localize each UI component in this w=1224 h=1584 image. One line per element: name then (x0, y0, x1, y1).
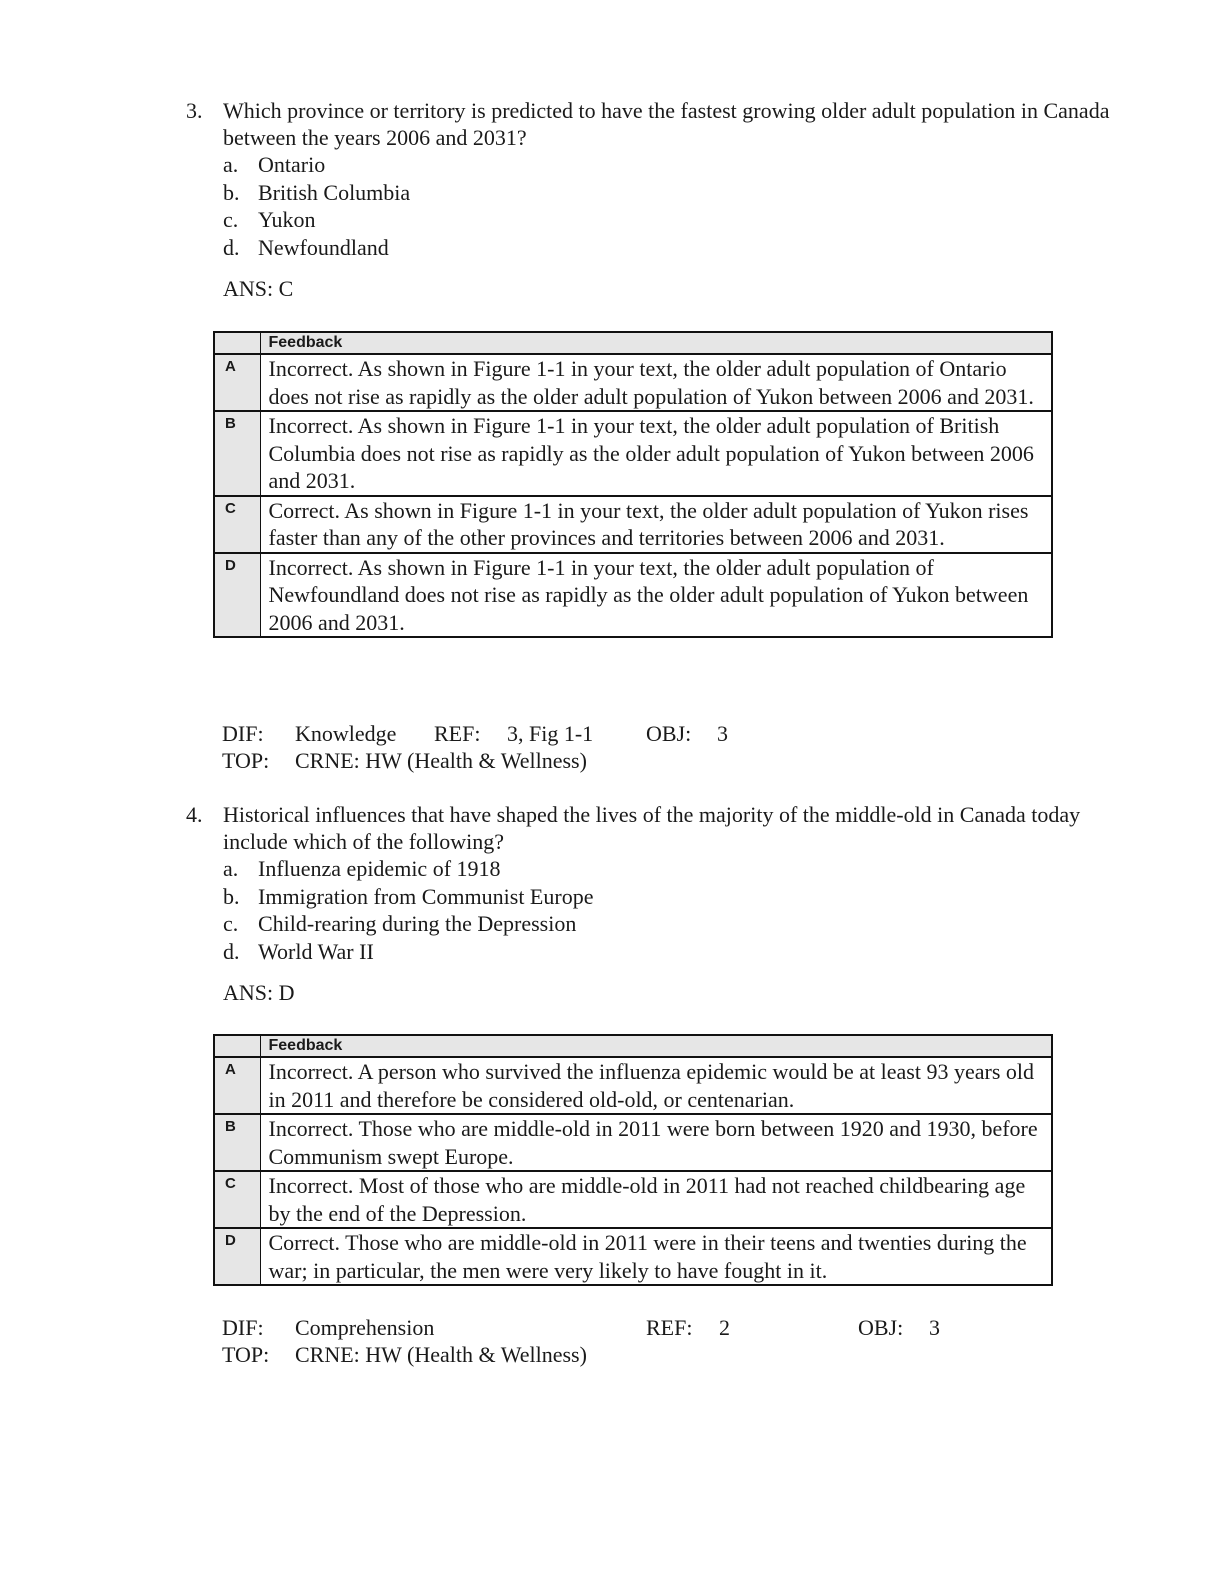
choice-text: Newfoundland (258, 234, 389, 260)
feedback-header: Feedback (260, 1035, 1052, 1057)
choice-text: British Columbia (258, 179, 411, 205)
question-4 (186, 801, 1116, 1006)
choice-b (223, 883, 1116, 911)
dif-value: Comprehension (295, 1315, 435, 1340)
choice-text: Ontario (258, 152, 326, 177)
top-value: CRNE: HW (Health & Wellness) (295, 748, 587, 773)
choice-letter: b. (223, 179, 240, 205)
feedback-letter: D (214, 553, 260, 638)
choice-list (223, 151, 1116, 261)
feedback-header-row (214, 332, 1052, 354)
ref-label: REF: (434, 721, 481, 746)
choice-text: Immigration from Communist Europe (258, 883, 594, 909)
feedback-row-d (214, 1228, 1052, 1285)
feedback-letter: B (214, 1114, 260, 1171)
top-label: TOP: (222, 748, 270, 773)
feedback-row-a (214, 1057, 1052, 1114)
feedback-row-b (214, 411, 1052, 496)
choice-letter: a. (223, 152, 239, 177)
question-3 (186, 97, 1116, 302)
feedback-text: Incorrect. Most of those who are middle-old in 2011 had not reached childbearing age by the end of the Depression. (260, 1171, 1052, 1228)
choice-d (223, 234, 1116, 262)
question-text: Which province or territory is predicted to have the fastest growing older adult population in Canada between the years 2006 and 2031? (223, 98, 1110, 150)
choice-letter: d. (223, 234, 240, 260)
feedback-text: Incorrect. As shown in Figure 1-1 in your text, the older adult population of Newfoundland does not rise as rapidly as the older adult population of Yukon between 2006 and 2031. (260, 553, 1052, 638)
feedback-letter: C (214, 496, 260, 553)
feedback-row-b (214, 1114, 1052, 1171)
feedback-header: Feedback (260, 332, 1052, 354)
obj-value: 3 (929, 1315, 940, 1340)
choice-text: Child-rearing during the Depression (258, 911, 577, 936)
choice-list (223, 855, 1116, 965)
feedback-text: Incorrect. As shown in Figure 1-1 in your text, the older adult population of British Columbia does not rise as rapidly as the older adult population of Yukon between 2006 and 2031. (260, 411, 1052, 496)
choice-letter: c. (223, 207, 239, 232)
feedback-table-q3 (213, 331, 1053, 638)
dif-label: DIF: (222, 1315, 264, 1340)
top-label: TOP: (222, 1342, 270, 1367)
ref-label: REF: (646, 1315, 693, 1340)
question-number: 3. (186, 98, 203, 123)
answer-key: ANS: D (223, 980, 295, 1005)
ref-value: 3, Fig 1-1 (507, 721, 594, 746)
feedback-text: Incorrect. A person who survived the influenza epidemic would be at least 93 years old in 2011 and therefore be considered old-old, or centenarian. (260, 1057, 1052, 1114)
choice-b (223, 179, 1116, 207)
feedback-letter: A (214, 1057, 260, 1114)
choice-c (223, 206, 1116, 234)
answer-key: ANS: C (223, 276, 294, 301)
feedback-letter: B (214, 411, 260, 496)
feedback-table-q4 (213, 1034, 1053, 1286)
obj-label: OBJ: (646, 721, 692, 746)
feedback-row-a (214, 354, 1052, 411)
choice-a (223, 855, 1116, 883)
feedback-text: Incorrect. As shown in Figure 1-1 in your text, the older adult population of Ontario does not rise as rapidly as the older adult population of Yukon between 2006 and 2031. (260, 354, 1052, 411)
feedback-letter: C (214, 1171, 260, 1228)
choice-c (223, 910, 1116, 938)
obj-value: 3 (717, 721, 728, 746)
feedback-text: Incorrect. Those who are middle-old in 2011 were born between 1920 and 1930, before Communism swept Europe. (260, 1114, 1052, 1171)
feedback-letter: A (214, 354, 260, 411)
choice-a (223, 151, 1116, 179)
feedback-header-blank (214, 332, 260, 354)
choice-letter: c. (223, 911, 239, 936)
feedback-text: Correct. As shown in Figure 1-1 in your text, the older adult population of Yukon rises faster than any of the other provinces and territories between 2006 and 2031. (260, 496, 1052, 553)
feedback-row-d (214, 553, 1052, 638)
choice-text: Yukon (258, 207, 316, 232)
choice-d (223, 938, 1116, 966)
ref-value: 2 (719, 1315, 730, 1340)
choice-letter: d. (223, 938, 240, 964)
top-value: CRNE: HW (Health & Wellness) (295, 1342, 587, 1367)
feedback-text: Correct. Those who are middle-old in 2011 were in their teens and twenties during the war; in particular, the men were very likely to have fought in it. (260, 1228, 1052, 1285)
choice-letter: a. (223, 856, 239, 881)
feedback-header-blank (214, 1035, 260, 1057)
feedback-row-c (214, 1171, 1052, 1228)
choice-text: World War II (258, 938, 374, 964)
question-stem (186, 97, 1116, 151)
choice-text: Influenza epidemic of 1918 (258, 856, 501, 881)
feedback-header-row (214, 1035, 1052, 1057)
dif-value: Knowledge (295, 721, 397, 746)
question-stem (186, 801, 1116, 855)
question-number: 4. (186, 802, 203, 827)
question-text: Historical influences that have shaped the lives of the majority of the middle-old in Canada today include which of the following? (223, 802, 1081, 854)
obj-label: OBJ: (858, 1315, 904, 1340)
dif-label: DIF: (222, 721, 264, 746)
choice-letter: b. (223, 883, 240, 909)
feedback-row-c (214, 496, 1052, 553)
feedback-letter: D (214, 1228, 260, 1285)
